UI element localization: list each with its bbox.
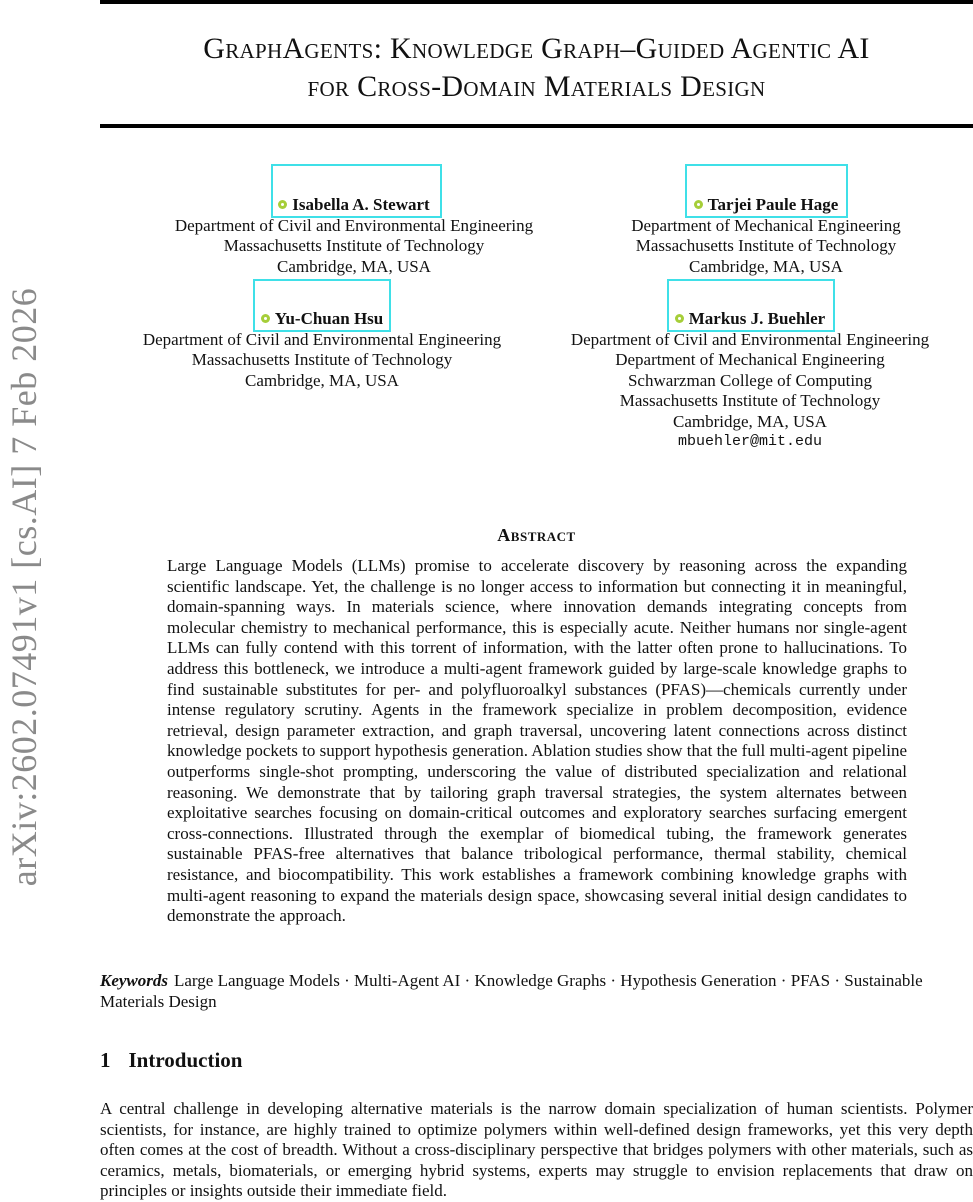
author-affiliation: Cambridge, MA, USA <box>689 256 843 276</box>
section-number: 1 <box>100 1048 111 1072</box>
author-name[interactable]: Markus J. Buehler <box>688 309 826 328</box>
author-email-link[interactable]: mbuehler@mit.edu <box>677 433 823 450</box>
section-title: Introduction <box>128 1048 243 1072</box>
author-affiliation: Massachusetts Institute of Technology <box>635 236 897 255</box>
author-affiliation: Cambridge, MA, USA <box>277 256 431 276</box>
author-name[interactable]: Yu-Chuan Hsu <box>274 309 384 328</box>
abstract-text: Large Language Models (LLMs) promise to accelerate discovery by reasoning across the expanding scientific landscape. Yet, the challenge is no longer access to information but connecting it in meaningful, domain-spanning ways. In materials science, where innovation demands integrating concepts from molecular chemistry to mechanical performance, this is especially acute. Neither humans nor single-agent LLMs can fully contend with this torrent of information, with the latter often prone to hallucinations. To address this bottleneck, we introduce a multi-agent framework guided by large-scale knowledge graphs to find sustainable substitutes for per- and polyfluoroalkyl substances (PFAS)—chemicals currently under intense regulatory scrutiny. Agents in the framework specialize in problem decomposition, evidence retrieval, design parameter extraction, and graph traversal, uncovering latent connections across distinct knowledge pockets to support hypothesis generation. Ablation studies show that the full multi-agent pipeline outperforms single-shot prompting, underscoring the value of distributed specialization and relational reasoning. We demonstrate that by tailoring graph traversal strategies, the system alternates between exploitative searches focusing on domain-critical outcomes and exploratory searches surfacing emergent cross-connections. Illustrated through the exemplar of biomedical tubing, the framework generates sustainable PFAS-free alternatives that balance tribological performance, thermal stability, chemical resistance, and biocompatibility. This work establishes a framework combining knowledge graphs with multi-agent reasoning to expand the materials design space, showcasing several initial design candidates to demonstrate the approach. <box>167 556 907 926</box>
title-line-1: GraphAgents: Knowledge Graph–Guided Agentic AI <box>203 32 870 65</box>
introduction-text: A central challenge in developing alternative materials is the narrow domain specialization of human scientists. Polymer scientists, for instance, are highly trained to optimize polymers within well-defined design frameworks, yet this very depth often comes at the cost of breadth. Without a cross-disciplinary perspective that bridges polymers with other materials, such as ceramics, metals, biomaterials, or emerging hybrid systems, experts may struggle to envision replacements that draw on principles or insights outside their immediate field. <box>100 1099 973 1201</box>
author-affiliation: Massachusetts Institute of Technology <box>191 350 453 369</box>
author-highlight-box <box>253 279 391 332</box>
section-heading-introduction <box>100 1048 242 1073</box>
arxiv-side-stamp: arXiv:2602.07491v1 [cs.AI] 7 Feb 2026 <box>4 287 44 887</box>
author-highlight-box <box>271 164 442 218</box>
author-affiliation: Cambridge, MA, USA <box>673 411 827 431</box>
keywords-text: Large Language Models · Multi-Agent AI · Knowledge Graphs · Hypothesis Generation · PFAS · Sustainable Materials Design <box>100 971 923 1011</box>
abstract-heading: Abstract <box>497 525 576 545</box>
title-rule-top <box>100 0 973 4</box>
title-line-2: for Cross-Domain Materials Design <box>307 70 766 103</box>
author-affiliation: Cambridge, MA, USA <box>245 370 399 390</box>
author-affiliation: Massachusetts Institute of Technology <box>619 391 881 410</box>
keywords <box>100 971 973 1012</box>
title-rule-bottom <box>100 124 973 128</box>
author-highlight-box <box>667 279 835 332</box>
author-affiliation: Department of Civil and Environmental Engineering <box>142 329 502 349</box>
author-name[interactable]: Isabella A. Stewart <box>292 195 430 214</box>
author-affiliation: Massachusetts Institute of Technology <box>223 236 485 255</box>
author-affiliation: Schwarzman College of Computing <box>627 370 873 390</box>
author-affiliation: Department of Mechanical Engineering <box>615 350 885 369</box>
author-affiliation: Department of Mechanical Engineering <box>631 215 901 235</box>
author-affiliation: Department of Civil and Environmental Engineering <box>174 215 534 235</box>
author-name[interactable]: Tarjei Paule Hage <box>707 195 839 214</box>
author-highlight-box <box>685 164 848 218</box>
paper-title <box>100 30 973 106</box>
keywords-label: Keywords <box>100 971 168 990</box>
author-affiliation: Department of Civil and Environmental Engineering <box>570 329 930 349</box>
